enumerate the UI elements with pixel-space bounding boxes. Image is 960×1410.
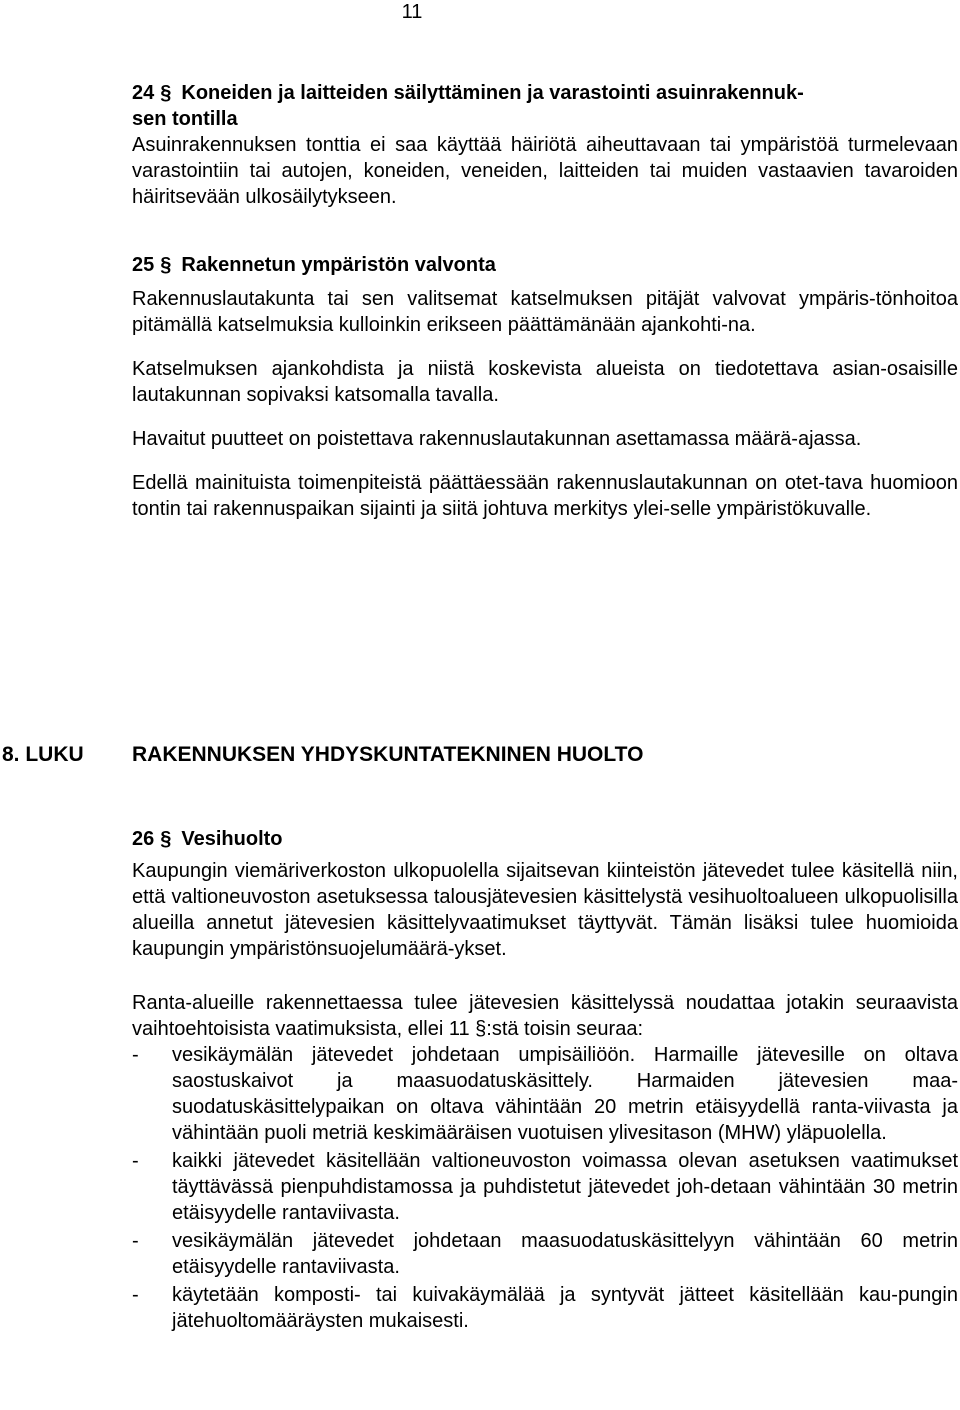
chapter-number: 8. LUKU: [2, 743, 84, 766]
list-dash: -: [132, 1230, 139, 1252]
section-25-paragraph-2: Katselmuksen ajankohdista ja niistä koskevista alueista on tiedotettava asian-osaisille lautakunnan sopivaksi katsomalla tavalla.: [132, 358, 958, 406]
list-dash: -: [132, 1284, 139, 1306]
list-item-text: käytetään komposti- tai kuivakäymälää ja syntyvät jätteet käsitellään kau-pungin jätehuoltomääräysten mukaisesti.: [172, 1284, 958, 1332]
list-item: [132, 1042, 958, 1146]
list-dash: -: [132, 1044, 139, 1066]
section-title-line1: Koneiden ja laitteiden säilyttäminen ja varastointi asuinrakennuk-: [181, 82, 804, 104]
list-item: [132, 1282, 958, 1334]
section-24-heading: [132, 80, 958, 132]
list-dash: -: [132, 1150, 139, 1172]
section-26: [132, 826, 958, 1334]
section-number: 25: [132, 254, 155, 276]
list-item: [132, 1148, 958, 1226]
list-item: [132, 1228, 958, 1280]
section-25-paragraph-4: Edellä mainituista toimenpiteistä päättäessään rakennuslautakunnan on otet-tava huomioon tontin tai rakennuspaikan sijainti ja siitä johtuva merkitys ylei-selle ympäristökuvalle.: [132, 472, 958, 520]
list-item-text: vesikäymälän jätevedet johdetaan maasuodatuskäsittelyyn vähintään 60 metrin etäisyydelle rantaviivasta.: [172, 1230, 958, 1278]
section-25: [132, 252, 958, 522]
section-title: Vesihuolto: [181, 828, 283, 850]
section-25-paragraph-3: Havaitut puutteet on poistettava rakennuslautakunnan asettamassa määrä-ajassa.: [132, 428, 862, 450]
chapter-title: RAKENNUKSEN YHDYSKUNTATEKNINEN HUOLTO: [132, 743, 644, 766]
section-number: 24: [132, 82, 155, 104]
section-number: 26: [132, 828, 155, 850]
section-25-heading: [132, 252, 958, 278]
section-sign-icon: §: [160, 254, 172, 276]
page-number: 11: [401, 1, 423, 23]
document-body: [132, 80, 958, 522]
section-title: Rakennetun ympäristön valvonta: [181, 254, 496, 276]
section-24-paragraph: Asuinrakennuksen tonttia ei saa käyttää häiriötä aiheuttavaan tai ympäristöä turmelevaan varastointiin tai autojen, koneiden, veneiden, laitteiden tai muiden vastaavien tavaroiden häiritsevään ulkosäilytykseen.: [132, 134, 958, 208]
section-sign-icon: §: [160, 82, 172, 104]
section-title-line2: sen tontilla: [132, 108, 238, 130]
section-26-heading: [132, 826, 958, 852]
section-sign-icon: §: [160, 828, 172, 850]
section-25-paragraph-1: Rakennuslautakunta tai sen valitsemat katselmuksen pitäjät valvovat ympäris-tönhoitoa pitämällä katselmuksia kulloinkin erikseen päättämänään ajankohti-na.: [132, 288, 958, 336]
list-item-text: vesikäymälän jätevedet johdetaan umpisäiliöön. Harmaille jätevesille on oltava saostuskaivot ja maasuodatuskäsittely. Harmaiden jätevesien maa-suodatuskäsittelypaikan on oltava vähintään 20 metrin etäisyydellä ranta-viivasta ja vähintään puoli metriä keskimääräisen vuotuisen ylivesitason (MHW) yläpuolella.: [172, 1044, 958, 1144]
requirements-list: [132, 1042, 958, 1334]
list-item-text: kaikki jätevedet käsitellään valtioneuvoston voimassa olevan asetuksen vaatimukset täyttävässä pienpuhdistamossa ja puhdistetut jätevedet joh-detaan vähintään 30 metrin etäisyydelle rantaviivasta.: [172, 1150, 958, 1224]
section-26-paragraph-1: Kaupungin viemäriverkoston ulkopuolella sijaitsevan kiinteistön jätevedet tulee käsitellä niin, että valtioneuvoston asetuksessa talousjätevesien käsittelystä vesihuoltoalueen ulkopuolisilla alueilla annetut jätevesien käsittelyvaatimukset täyttyvät. Tämän lisäksi tulee huomioida kaupungin ympäristönsuojelumäärä-ykset.: [132, 860, 958, 960]
section-24: [132, 80, 958, 210]
section-26-paragraph-2: Ranta-alueille rakennettaessa tulee jätevesien käsittelyssä noudattaa jotakin seuraavista vaihtoehtoisista vaatimuksista, ellei 11 §:stä toisin seuraa:: [132, 992, 958, 1040]
